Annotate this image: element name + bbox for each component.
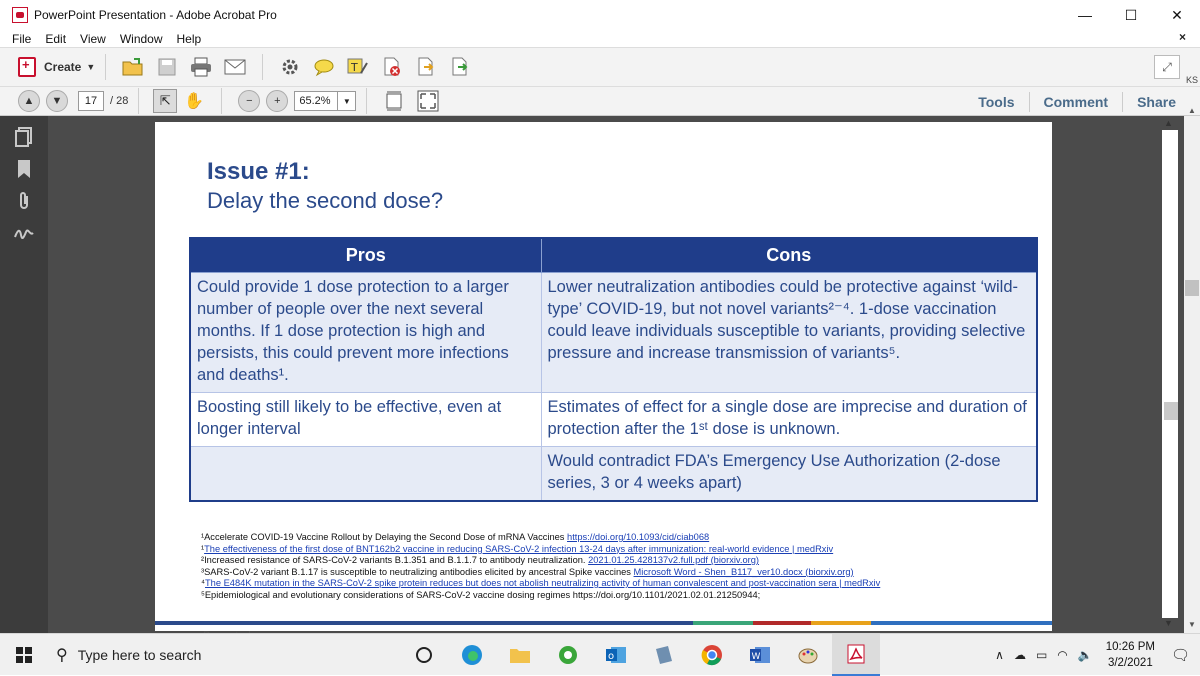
cons-cell: Would contradict FDA’s Emergency Use Authorization (2-dose series, 3 or 4 weeks apart) [541, 446, 1037, 501]
print-icon[interactable] [190, 56, 212, 78]
start-button[interactable] [0, 634, 48, 676]
toolbar-divider [262, 54, 263, 80]
delete-page-icon[interactable] [381, 56, 403, 78]
select-tool-button[interactable] [153, 89, 177, 113]
scroll-up-icon[interactable]: ▲ [1188, 106, 1196, 115]
tab-tools[interactable]: Tools [978, 93, 1015, 110]
bookmark-icon[interactable] [13, 158, 35, 180]
menu-view[interactable]: View [80, 31, 106, 46]
scrollbar-track[interactable] [1162, 130, 1178, 618]
save-icon[interactable] [156, 56, 178, 78]
svg-text:T: T [351, 61, 359, 74]
windows-taskbar [0, 633, 1200, 675]
pdf-page [155, 122, 1052, 631]
chevron-up-icon[interactable]: ∧ [995, 648, 1004, 662]
navigation-pane [0, 116, 48, 633]
close-button[interactable]: ✕ [1171, 6, 1183, 23]
word-icon[interactable] [736, 634, 784, 676]
system-clock[interactable] [1106, 639, 1155, 671]
onedrive-cloud-icon[interactable]: ☁ [1013, 648, 1026, 662]
reference-item [201, 544, 1041, 556]
attachment-paperclip-icon[interactable] [13, 190, 35, 212]
create-label: Create [44, 60, 82, 74]
maximize-button[interactable]: ☐ [1124, 6, 1138, 23]
menu-file[interactable]: File [12, 31, 32, 46]
table-header-row [190, 238, 1037, 272]
taskbar-search[interactable] [48, 634, 358, 676]
windows-logo-icon [16, 647, 32, 663]
tab-comment[interactable]: Comment [1029, 92, 1123, 112]
title-bar [0, 0, 1200, 30]
reference-link[interactable]: https://doi.org/10.1093/cid/ciab068 [567, 532, 710, 542]
acrobat-icon[interactable] [832, 634, 880, 676]
acrobat-app-icon [12, 7, 28, 23]
reference-text: ¹ [201, 543, 205, 554]
tab-share[interactable]: Share [1122, 92, 1190, 112]
menu-window[interactable]: Window [119, 31, 163, 46]
right-pane-tabs [964, 87, 1190, 116]
menu-bar [0, 30, 1200, 47]
full-screen-icon[interactable] [417, 90, 439, 112]
zoom-out-button[interactable] [238, 90, 260, 112]
chevron-down-icon: ▼ [86, 62, 96, 72]
clock-time: 10:26 PM [1105, 641, 1155, 653]
table-row [190, 392, 1037, 446]
email-icon[interactable] [224, 56, 246, 78]
outer-scrollbar[interactable] [1184, 106, 1200, 633]
page-number-input[interactable]: 17 [78, 91, 104, 111]
reference-link[interactable]: 2021.01.25.428137v2.full.pdf (biorxiv.org) [588, 555, 759, 565]
reference-text: ⁵Epidemiological and evolutionary considerations of SARS-CoV-2 vaccine dosing regimes https://doi.org/10.1101/2021.02.01.21250944; [201, 589, 761, 600]
reference-item [201, 567, 1041, 579]
pros-cell [190, 446, 541, 501]
navigation-toolbar [0, 87, 1200, 116]
minimize-button[interactable]: — [1078, 7, 1092, 23]
toolbar-divider [366, 88, 367, 114]
reference-text: ²Increased resistance of SARS-CoV-2 variants B.1.351 and B.1.1.7 to antibody neutralization. [201, 555, 589, 565]
volume-icon[interactable]: 🔈 [1077, 648, 1093, 662]
create-pdf-icon [18, 57, 36, 77]
fit-page-icon[interactable] [383, 90, 405, 112]
sticky-notes-icon[interactable] [640, 634, 688, 676]
notifications-icon[interactable]: 🗨 [1170, 647, 1190, 664]
minus-icon: − [246, 95, 253, 107]
document-scrollbar[interactable] [1156, 116, 1184, 633]
taskbar-apps [400, 634, 880, 676]
band-segment [753, 621, 811, 625]
next-page-button[interactable] [46, 90, 68, 112]
file-explorer-icon[interactable] [496, 634, 544, 676]
create-button[interactable] [18, 57, 95, 77]
cortana-icon[interactable] [400, 634, 448, 676]
expand-toolbar-button[interactable]: ⤢ [1154, 55, 1180, 79]
band-segment [693, 621, 753, 625]
arrow-up-icon: ▲ [23, 95, 35, 107]
reference-text: ¹Accelerate COVID-19 Vaccine Rollout by Delaying the Second Dose of mRNA Vaccines [201, 532, 568, 542]
battery-icon[interactable]: ▭ [1035, 648, 1048, 662]
cons-header: Cons [541, 238, 1037, 272]
menu-help[interactable]: Help [176, 31, 202, 46]
reference-link[interactable]: The E484K mutation in the SARS-CoV-2 spike protein reduces but does not abolish neutralizing activity of human convalescent and post-vaccination sera | medRxiv [205, 578, 881, 588]
scrollbar-thumb[interactable] [1185, 280, 1199, 296]
export-icon[interactable] [415, 56, 437, 78]
plus-icon: + [274, 95, 281, 107]
search-icon: ⚲ [56, 646, 68, 664]
band-segment [871, 621, 1052, 625]
table-row [190, 446, 1037, 501]
pros-cell: Could provide 1 dose protection to a larger number of people over the next several months. If 1 dose protection is high and persists, this could prevent more infections and deaths¹. [190, 272, 541, 392]
maps-icon[interactable] [544, 634, 592, 676]
edge-icon[interactable] [448, 634, 496, 676]
band-segment [811, 621, 871, 625]
zoom-dropdown-chevron-icon[interactable]: ▼ [338, 91, 356, 111]
references-list [201, 532, 1041, 601]
send-icon[interactable] [449, 56, 471, 78]
menu-edit[interactable]: Edit [45, 31, 67, 46]
document-workspace [48, 116, 1156, 633]
toolbar-divider [105, 54, 106, 80]
page-total-label: / 28 [110, 95, 129, 107]
search-placeholder: Type here to search [77, 646, 202, 663]
zoom-level-input[interactable]: 65.2% [294, 91, 338, 111]
band-segment [455, 621, 693, 625]
window-title: PowerPoint Presentation - Adobe Acrobat Pro [34, 8, 277, 22]
outlook-icon[interactable] [592, 634, 640, 676]
highlight-text-icon[interactable] [347, 56, 369, 78]
paint-icon[interactable] [784, 634, 832, 676]
reference-text: ³SARS-CoV-2 variant B.1.17 is susceptible to neutralizing antibodies elicited by ancestral Spike vaccines [201, 566, 634, 577]
cons-cell: Estimates of effect for a single dose are imprecise and duration of protection after the 1ˢᵗ dose is unknown. [541, 392, 1037, 446]
zoom-in-button[interactable] [266, 90, 288, 112]
toolbar-divider [221, 88, 222, 114]
arrow-down-icon: ▼ [51, 95, 63, 107]
open-folder-icon[interactable] [122, 56, 144, 78]
reference-item [201, 555, 1041, 567]
page-thumbnails-icon[interactable] [13, 126, 35, 148]
band-segment [155, 621, 455, 625]
toolbar-divider [138, 88, 139, 114]
ks-label: KS [1185, 75, 1198, 85]
pros-cell: Boosting still likely to be effective, even at longer interval [190, 392, 541, 446]
close-document-button[interactable]: × [1178, 30, 1186, 44]
pros-header: Pros [190, 238, 541, 272]
reference-item [201, 590, 1041, 602]
table-row [190, 272, 1037, 392]
cons-cell: Lower neutralization antibodies could be protective against ‘wild-type’ COVID-19, but not novel variants²⁻⁴. 1-dose vaccination could leave individuals susceptible to variants, providing selective pressure and increase transmission of variants⁵. [541, 272, 1037, 392]
reference-link[interactable]: Microsoft Word - Shen_B117_ver10.docx (biorxiv.org) [633, 566, 854, 577]
svg-text:W: W [751, 651, 761, 662]
cursor-arrow-icon: ⇱ [159, 93, 171, 108]
hand-tool-icon[interactable]: ✋ [184, 93, 205, 110]
window-controls [1062, 0, 1200, 30]
slide-title: Issue #1: [207, 158, 310, 185]
scroll-down-icon[interactable]: ▼ [1164, 618, 1173, 628]
main-toolbar [0, 47, 1200, 87]
previous-page-button[interactable] [18, 90, 40, 112]
reference-text: ⁴ [201, 578, 205, 588]
svg-text:o: o [608, 650, 615, 662]
scroll-down-icon[interactable]: ▼ [1188, 620, 1196, 629]
slide-footer-band [155, 621, 1052, 631]
settings-gear-icon[interactable] [279, 56, 301, 78]
reference-link[interactable]: The effectiveness of the first dose of BNT162b2 vaccine in reducing SARS-CoV-2 infection 13-24 days after immunization: real-world evidence | medRxiv [204, 543, 834, 554]
chrome-icon[interactable] [688, 634, 736, 676]
wifi-icon[interactable]: ◠ [1057, 648, 1068, 662]
scroll-up-icon[interactable]: ▲ [1164, 118, 1173, 128]
scrollbar-thumb[interactable] [1164, 402, 1178, 420]
reference-item [201, 532, 1041, 544]
comment-bubble-icon[interactable] [313, 56, 335, 78]
signature-icon[interactable] [13, 222, 35, 244]
reference-item [201, 578, 1041, 590]
slide-subtitle: Delay the second dose? [207, 188, 444, 213]
clock-date: 3/2/2021 [1107, 657, 1153, 669]
pros-cons-table [189, 237, 1038, 502]
system-tray [990, 634, 1190, 676]
